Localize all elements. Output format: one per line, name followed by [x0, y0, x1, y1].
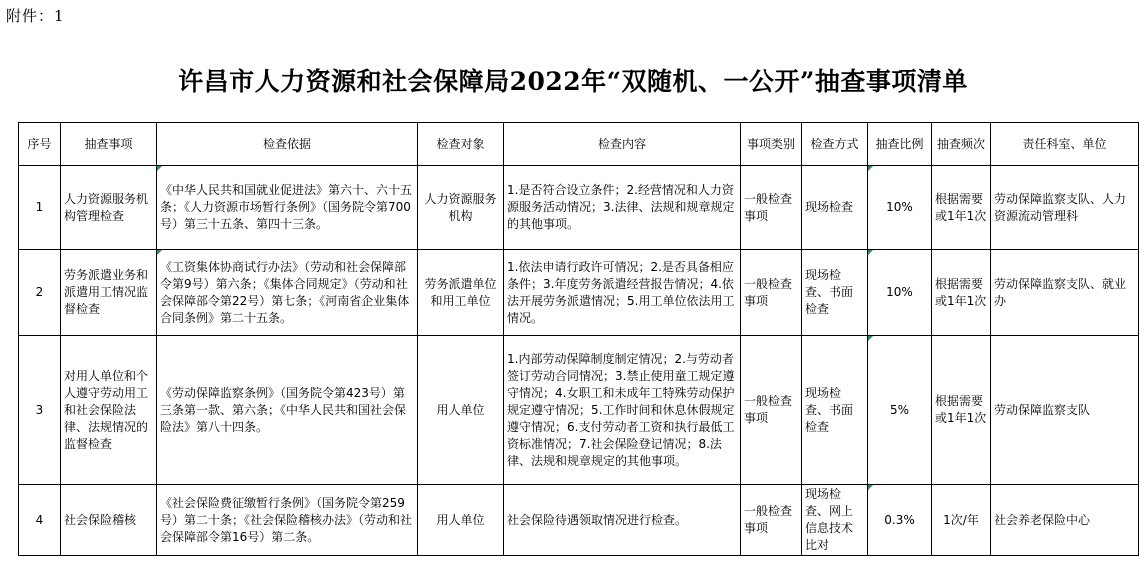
cell-item: 对用人单位和个人遵守劳动用工和社会保险法律、法规情况的监督检查	[61, 336, 157, 485]
cell-target: 人力资源服务机构	[418, 166, 504, 250]
cell-seq: 1	[19, 166, 61, 250]
cell-content: 1.是否符合设立条件；2.经营情况和人力资源服务活动情况；3.法律、法规和规章规定的其他事项。	[504, 166, 741, 250]
cell-content: 1.内部劳动保障制度制定情况；2.与劳动者签订劳动合同情况；3.禁止使用童工规定遵守情况；4.女职工和未成年工特殊劳动保护规定遵守情况；5.工作时间和休息休假规定遵守情况；6.支付劳动者工资和执行最低工资标准情况；7.社会保险登记情况；8.法律、法规和规章规定的其他事项。	[504, 336, 741, 485]
cell-ratio: 5%	[868, 336, 932, 485]
cell-ratio: 10%	[868, 166, 932, 250]
cell-type: 一般检查事项	[741, 485, 802, 556]
cell-content: 1.依法申请行政许可情况；2.是否具备相应条件；3.年度劳务派遣经营报告情况；4.依法开展劳务派遣情况；5.用工单位依法用工情况。	[504, 250, 741, 336]
cell-target: 劳务派遣单位和用工单位	[418, 250, 504, 336]
table-row	[19, 485, 1139, 556]
cell-seq: 3	[19, 336, 61, 485]
cell-basis: 《中华人民共和国就业促进法》第六十、六十五条；《人力资源市场暂行条例》（国务院令第700号）第三十五条、第四十三条。	[157, 166, 418, 250]
cell-item: 人力资源服务机构管理检查	[61, 166, 157, 250]
header-dept: 责任科室、单位	[991, 123, 1139, 166]
table-row	[19, 336, 1139, 485]
cell-basis: 《社会保险费征缴暂行条例》（国务院令第259号）第二十条；《社会保险稽核办法》（劳动和社会保障部令第16号）第二条。	[157, 485, 418, 556]
header-content: 检查内容	[504, 123, 741, 166]
table-row	[19, 166, 1139, 250]
cell-target: 用人单位	[418, 485, 504, 556]
cell-dept: 社会养老保险中心	[991, 485, 1139, 556]
cell-dept: 劳动保障监察支队、就业办	[991, 250, 1139, 336]
cell-ratio: 0.3%	[868, 485, 932, 556]
inspection-table	[18, 122, 1139, 556]
header-target: 检查对象	[418, 123, 504, 166]
header-type: 事项类别	[741, 123, 802, 166]
page-title: 许昌市人力资源和社会保障局2022年“双随机、一公开”抽查事项清单	[178, 67, 968, 96]
header-freq: 抽查频次	[932, 123, 991, 166]
header-basis: 检查依据	[157, 123, 418, 166]
cell-method: 现场检查	[802, 166, 868, 250]
cell-freq: 1次/年	[932, 485, 991, 556]
header-seq: 序号	[19, 123, 61, 166]
cell-content: 社会保险待遇领取情况进行检查。	[504, 485, 741, 556]
cell-dept: 劳动保障监察支队、人力资源流动管理科	[991, 166, 1139, 250]
cell-target: 用人单位	[418, 336, 504, 485]
cell-type: 一般检查事项	[741, 166, 802, 250]
cell-seq: 2	[19, 250, 61, 336]
cell-ratio: 10%	[868, 250, 932, 336]
cell-basis: 《工资集体协商试行办法》（劳动和社会保障部令第9号）第六条；《集体合同规定》（劳动和社会保障部令第22号）第七条；《河南省企业集体合同条例》第二十五条。	[157, 250, 418, 336]
attachment-label: 附件：1	[6, 7, 65, 25]
cell-freq: 根据需要或1年1次	[932, 250, 991, 336]
cell-type: 一般检查事项	[741, 250, 802, 336]
cell-type: 一般检查事项	[741, 336, 802, 485]
cell-freq: 根据需要或1年1次	[932, 166, 991, 250]
header-method: 检查方式	[802, 123, 868, 166]
cell-freq: 根据需要或1年1次	[932, 336, 991, 485]
cell-method: 现场检查、书面检查	[802, 250, 868, 336]
cell-method: 现场检查、网上信息技术比对	[802, 485, 868, 556]
cell-basis: 《劳动保障监察条例》（国务院令第423号）第三条第一款、第六条；《中华人民共和国社会保险法》第八十四条。	[157, 336, 418, 485]
cell-item: 社会保险稽核	[61, 485, 157, 556]
table-row	[19, 250, 1139, 336]
cell-seq: 4	[19, 485, 61, 556]
cell-item: 劳务派遣业务和派遣用工情况监督检查	[61, 250, 157, 336]
header-item: 抽查事项	[61, 123, 157, 166]
cell-dept: 劳动保障监察支队	[991, 336, 1139, 485]
cell-method: 现场检查、书面检查	[802, 336, 868, 485]
header-ratio: 抽查比例	[868, 123, 932, 166]
header-row	[19, 123, 1139, 166]
